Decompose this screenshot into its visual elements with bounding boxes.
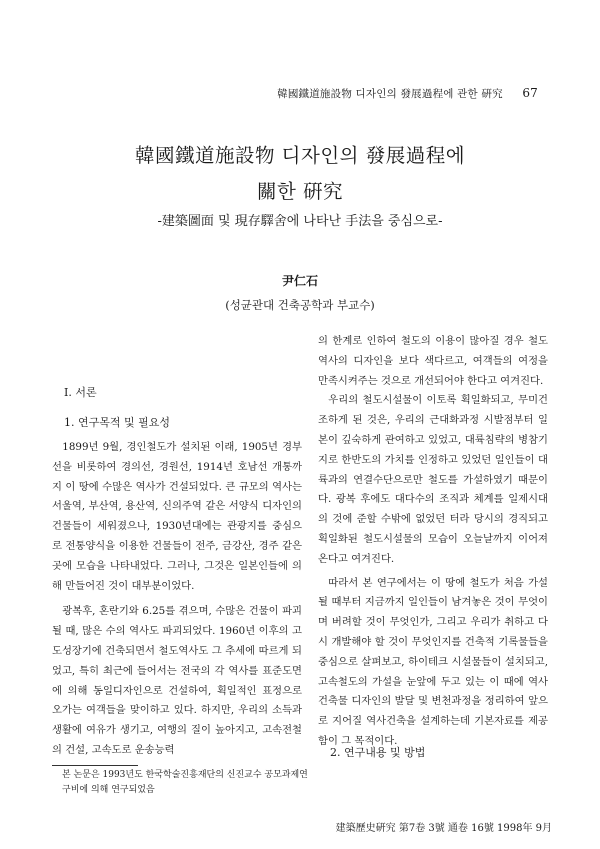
section-heading-introduction: I. 서론: [64, 386, 97, 399]
title-block: [0, 140, 600, 229]
paragraph: 광복후, 혼란기와 6.25를 겪으며, 수많은 건물이 파괴될 때, 많은 수의 역사도 파괴되었다. 1960년 이후의 고도성장기에 건축되면서 철도역사도 그 추세에 따르게 되었고, 특히 최근에 들어서는 전국의 각 역사를 표준도면에 의해 동일디자인으로 건설하여, 획일적인 표정으로 오가는 여객들을 맞이하고 있다. 하지만, 우리의 소득과 생활에 여유가 생기고, 여행의 질이 높아지고, 고속전철의 건설, 고속도로 운송능력: [52, 605, 302, 756]
subsection-heading-purpose: 1. 연구목적 및 필요성: [64, 416, 170, 429]
left-column: [52, 438, 302, 761]
author-name: 尹仁石: [281, 274, 318, 288]
paper-title-line-1: 韓國鐵道施設物 디자인의 發展過程에: [134, 144, 466, 167]
paragraph: 1899년 9월, 경인철도가 설치된 이래, 1905년 경부선을 비롯하여 경의선, 경원선, 1914년 호남선 개통까지 이 땅에 수많은 역사가 건설되었다. 큰 규모의 역사는 서울역, 부산역, 용산역, 신의주역 같은 서양식 디자인의 건물들이 세워졌으나, 1930년대에는 관광지를 중심으로 전통양식을 이용한 건물들이 전주, 금강산, 경주 같은 곳에 모습을 나타내었다. 그러나, 그것은 일본인들에 의해 만들어진 것이 대부분이었다.: [52, 441, 302, 592]
paper-title-line-2: 關한 硏究: [256, 180, 344, 203]
footnote: 본 논문은 1993년도 한국학술진흥재단의 신진교수 공모과제연구비에 의해 연구되었음: [62, 770, 308, 795]
right-column: [318, 332, 548, 752]
running-header: [277, 86, 538, 101]
paragraph: 우리의 철도시설물이 이토록 획일화되고, 무미건조하게 된 것은, 우리의 근대화과정 시발점부터 일본이 깊숙하게 관여하고 있었고, 대륙침략의 병참기지로 한반도의 가치를 인정하고 있었던 일인들이 대륙과의 연결수단으로만 철도를 가설하였기 때문이다. 광복 후에도 대다수의 조직과 체계를 일제시대의 것에 준할 수밖에 없었던 터라 당시의 경직되고 획일화된 철도시설물의 모습이 오늘날까지 이어져 온다고 여겨진다.: [318, 394, 548, 565]
footnote-divider: [52, 765, 138, 766]
paper-subtitle: -建築圖面 및 現存驛舍에 나타난 手法을 중심으로-: [157, 214, 443, 229]
running-title: 韓國鐵道施設物 디자인의 發展過程에 관한 硏究: [277, 88, 503, 100]
running-footer: 建築歷史硏究 第7卷 3號 通卷 16號 1998年 9月: [335, 823, 552, 834]
author-affiliation: (성균관대 건축공학과 부교수): [225, 298, 375, 312]
page-number: 67: [522, 86, 538, 100]
subsection-heading-method: 2. 연구내용 및 방법: [330, 746, 426, 759]
paragraph: 따라서 본 연구에서는 이 땅에 철도가 처음 가설될 때부터 지금까지 일인들이 남겨놓은 것이 무엇이며 버려할 것이 무엇인가, 그리고 우리가 취하고 다시 개발해야 할 것이 무엇인지를 건축적 기록물들을 중심으로 살펴보고, 하이테크 시설물들이 설치되고, 고속철도의 가설을 눈앞에 두고 있는 이 때에 역사건축물 디자인의 발달 및 변천과정을 정리하여 앞으로 지어질 역사건축을 설계하는데 기본자료를 제공함이 그 목적이다.: [318, 576, 548, 747]
author-block: [0, 272, 600, 313]
paragraph: 의 한계로 인하여 철도의 이용이 많아질 경우 철도역사의 디자인을 보다 색다르고, 여객들의 여정을 만족시켜주는 것으로 개선되어야 한다고 여겨진다.: [318, 335, 548, 387]
